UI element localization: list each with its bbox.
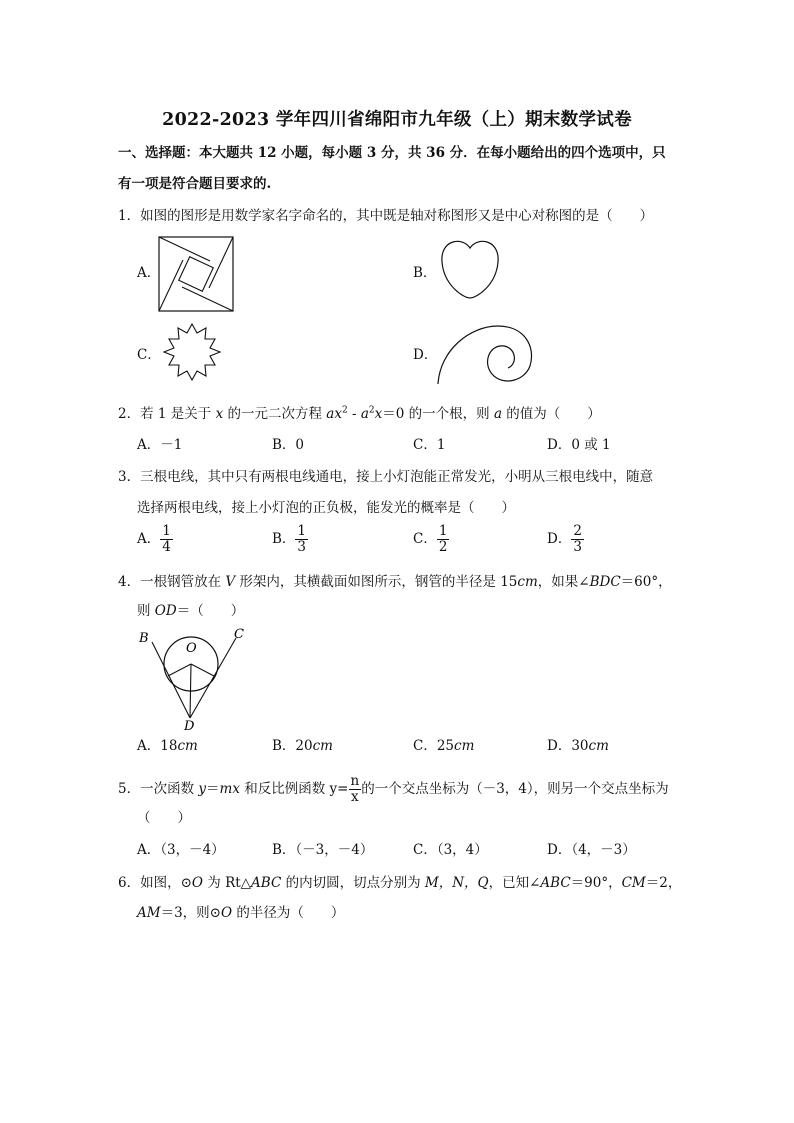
q2-text-3: ＝0 的一个根，则 (382, 406, 494, 422)
q1-option-c-label: C． (137, 347, 161, 363)
q6-var-o2: O (220, 905, 233, 921)
q3-b-denominator: 3 (297, 539, 307, 555)
q5-option-d: D．（4，－3） (547, 842, 636, 858)
q4-var-bdc: BDC (589, 574, 621, 590)
q3-c-denominator: 2 (438, 539, 448, 555)
q5-option-b: B．（－3，－4） (272, 842, 374, 858)
q6-var-abc2: ABC (540, 875, 571, 891)
q1-stem: 1．如图的图形是用数学家名字命名的，其中既是轴对称图形又是中心对称图的是（ ） (118, 208, 654, 224)
q6-text-2: 为 Rt△ (202, 875, 252, 891)
q4-fig-label-b: B (139, 631, 149, 646)
section-heading-line2: 有一项是符合题目要求的. (118, 176, 272, 192)
page-title: 2022-2023 学年四川省绵阳市九年级（上）期末数学试卷 (162, 110, 632, 130)
q5-option-a: A．（3，－4） (137, 842, 225, 858)
q3-option-a (137, 524, 173, 555)
q3-option-d-fraction (571, 524, 584, 555)
q4-option-c-value: C．25 (413, 738, 455, 754)
q2-option-b: B．0 (272, 437, 305, 453)
q2-option-d: D．0 或 1 (547, 437, 611, 453)
q2-eq-ax: ax (326, 406, 342, 422)
q5-fraction (349, 774, 362, 805)
section-heading-line1: 一、选择题：本大题共 12 小题，每小题 3 分，共 36 分．在每小题给出的四个选项中，只 (118, 145, 666, 161)
q4-fig-label-c: C (234, 627, 244, 642)
q6-text-8: 的半径为（ ） (232, 905, 345, 921)
q2-var-a: a (493, 406, 502, 422)
q4-fig-label-d: D (184, 719, 195, 734)
q5-text-1: 5．一次函数 (118, 781, 199, 797)
q4-stem-line1 (118, 572, 672, 592)
q6-stem-line2 (137, 903, 344, 923)
q4-var-v: V (225, 574, 236, 590)
q2-option-c: C．1 (413, 437, 446, 453)
q4-text-6: ＝（ ） (176, 603, 245, 619)
q2-text-4: 的值为（ ） (502, 406, 601, 422)
q4-text-4: ＝60°， (620, 574, 672, 590)
q4-figure (132, 624, 262, 734)
q6-var-am: AM (137, 905, 161, 921)
q4-text-1: 4．一根钢管放在 (118, 574, 226, 590)
q4-option-a-unit: cm (177, 738, 198, 754)
q5-frac-denominator: x (351, 789, 359, 805)
q4-option-c-unit: cm (454, 738, 475, 754)
q4-text-3: ，如果∠ (537, 574, 590, 590)
q3-option-a-label: A． (137, 531, 161, 547)
q6-var-o: O (191, 875, 203, 891)
q3-option-b-fraction (295, 524, 308, 555)
q3-d-denominator: 3 (573, 539, 582, 555)
q2-eq-minus: - (347, 406, 361, 422)
q3-option-c-fraction (437, 524, 450, 555)
q1-option-a-label: A． (137, 265, 161, 281)
q5-stem-line1 (118, 774, 669, 805)
q3-b-numerator: 1 (297, 523, 307, 539)
q2-eq-a: a (360, 406, 369, 422)
q5-eq1-equals: ＝ (206, 781, 220, 797)
q6-text-4: ，已知∠ (488, 875, 541, 891)
q2-eq-sq1: 2 (341, 405, 348, 416)
q5-eq2-y: y= (329, 781, 349, 797)
q2-option-a: A．－1 (137, 437, 183, 453)
q6-text-7: ＝3，则⊙ (160, 905, 221, 921)
q2-var-x: x (215, 406, 224, 422)
q4-var-od: OD (154, 603, 177, 619)
q4-option-a (137, 736, 198, 756)
q6-var-cm: CM (621, 875, 646, 891)
q5-frac-numerator: n (350, 773, 360, 789)
q4-option-d-value: D．30 (547, 738, 589, 754)
q2-text-2: 的一元二次方程 (223, 406, 327, 422)
q3-option-c-label: C． (413, 531, 437, 547)
q5-stem-line2: （ ） (137, 810, 191, 826)
q3-d-numerator: 2 (573, 523, 582, 539)
q3-stem-line1: 3．三根电线，其中只有两根电线通电，接上小灯泡能正常发光，小明从三根电线中，随意 (118, 469, 654, 485)
q4-option-b-value: B．20 (272, 738, 313, 754)
q2-eq-x: x (374, 406, 383, 422)
q3-option-c (413, 524, 449, 555)
q4-option-b-unit: cm (312, 738, 333, 754)
q5-text-2: 和反比例函数 (239, 781, 330, 797)
q3-option-a-fraction (160, 524, 173, 555)
q1-option-c-figure (160, 320, 224, 384)
q2-stem (118, 404, 601, 424)
q3-a-denominator: 4 (162, 539, 171, 555)
q2-eq-sq2: 2 (368, 405, 375, 416)
q4-option-d (547, 736, 609, 756)
q3-a-numerator: 1 (162, 523, 171, 539)
q3-option-b (272, 524, 308, 555)
q3-option-d-label: D． (547, 531, 572, 547)
q4-option-d-unit: cm (588, 738, 609, 754)
q5-eq1-y: y (198, 781, 207, 797)
q3-option-b-label: B． (272, 531, 296, 547)
q1-option-b-label: B． (413, 265, 437, 281)
q4-fig-label-o: O (186, 641, 197, 656)
q3-stem-line2: 选择两根电线，接上小灯泡的正负极，能发光的概率是（ ） (137, 500, 515, 516)
q6-text-3: 的内切圆，切点分别为 (281, 875, 425, 891)
q1-option-d-label: D． (413, 347, 438, 363)
q1-option-a-figure (158, 236, 234, 312)
q1-option-b-figure (438, 238, 502, 302)
q6-stem-line1 (118, 873, 681, 893)
q6-var-abc: ABC (251, 875, 282, 891)
q4-option-b (272, 736, 333, 756)
q5-option-c: C．（3，4） (413, 842, 488, 858)
q4-unit-cm: cm (517, 574, 538, 590)
q4-text-5: 则 (137, 603, 155, 619)
q2-text-1: 2．若 1 是关于 (118, 406, 216, 422)
q6-text-6: ＝2， (645, 875, 682, 891)
q4-text-2: 形架内，其横截面如图所示，钢管的半径是 15 (235, 574, 518, 590)
q6-var-mnq: M，N，Q (424, 875, 489, 891)
q4-option-a-value: A．18 (137, 738, 178, 754)
q3-option-d (547, 524, 584, 555)
q1-option-d-figure (430, 320, 540, 386)
q4-option-c (413, 736, 474, 756)
q5-text-3: 的一个交点坐标为（－3，4），则另一个交点坐标为 (361, 781, 669, 797)
q6-text-5: ＝90°， (570, 875, 622, 891)
q4-stem-line2 (137, 601, 244, 621)
q3-c-numerator: 1 (438, 523, 448, 539)
q5-eq1-mx: mx (219, 781, 240, 797)
q6-text-1: 6．如图，⊙ (118, 875, 192, 891)
